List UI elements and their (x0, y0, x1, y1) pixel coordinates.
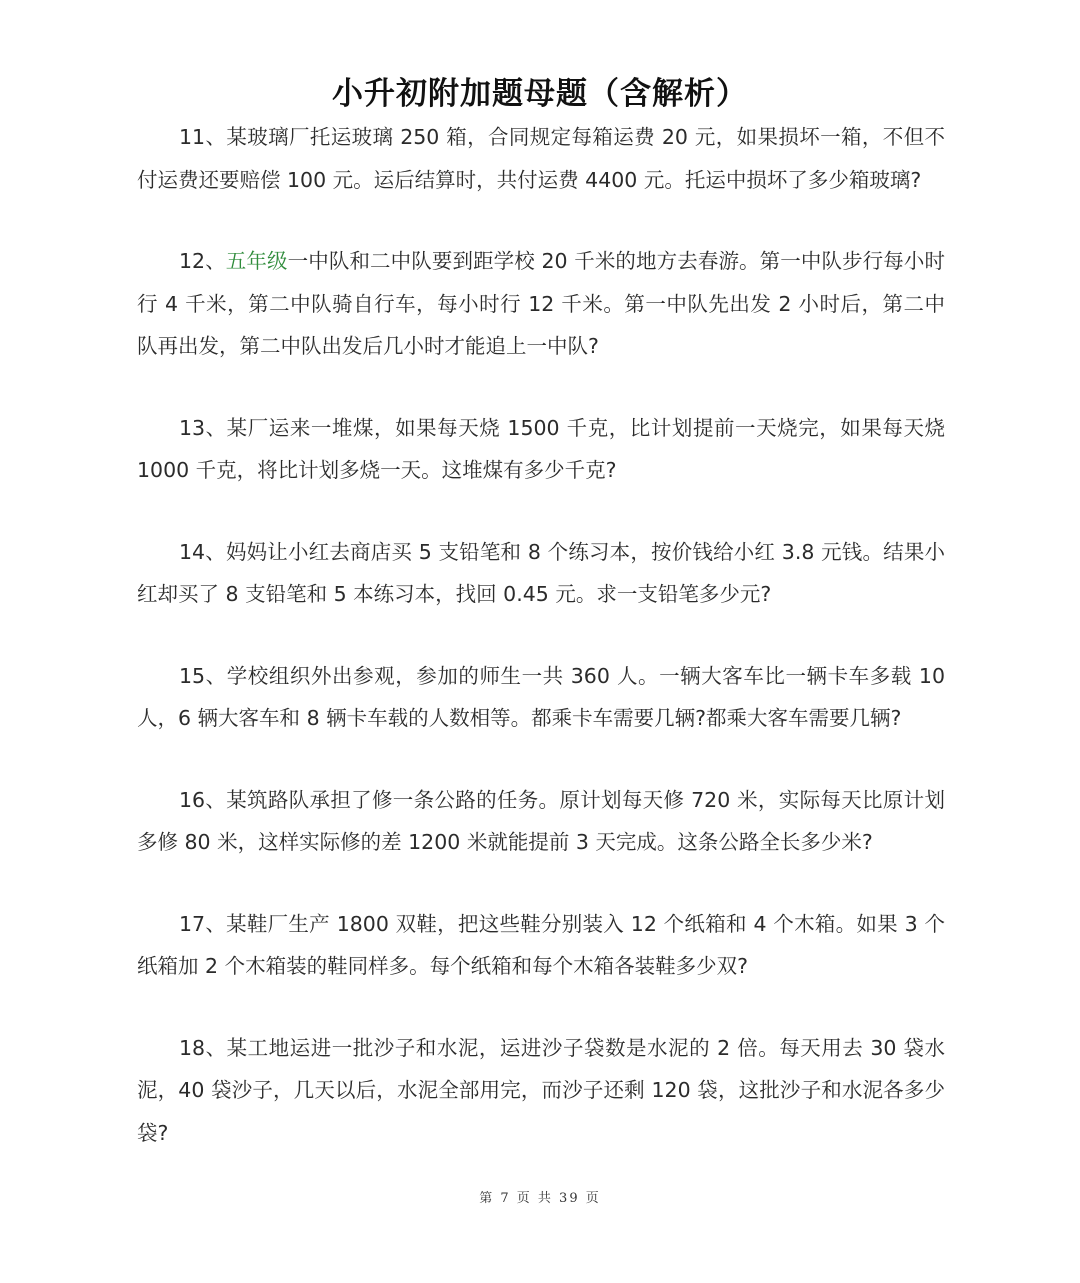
question-list (137, 116, 945, 1193)
question-12 (137, 240, 945, 368)
question-16: 16、某筑路队承担了修一条公路的任务。原计划每天修 720 米，实际每天比原计划多修 80 米，这样实际修的差 1200 米就能提前 3 天完成。这条公路全长多少米? (137, 787, 945, 854)
question-17: 17、某鞋厂生产 1800 双鞋，把这些鞋分别装入 12 个纸箱和 4 个木箱。如果 3 个纸箱加 2 个木箱装的鞋同样多。每个纸箱和每个木箱各装鞋多少双? (137, 911, 945, 978)
question-13: 13、某厂运来一堆煤，如果每天烧 1500 千克，比计划提前一天烧完，如果每天烧 1000 千克，将比计划多烧一天。这堆煤有多少千克? (137, 415, 945, 482)
page-title: 小升初附加题母题（含解析） (332, 76, 748, 112)
question-12-number: 12、 (179, 249, 226, 273)
question-15: 15、学校组织外出参观，参加的师生一共 360 人。一辆大客车比一辆卡车多载 10 人，6 辆大客车和 8 辆卡车载的人数相等。都乘卡车需要几辆?都乘大客车需要几辆? (137, 663, 945, 730)
grade-link[interactable]: 五年级 (225, 249, 288, 273)
page-footer: 第 7 页 共 39 页 (479, 1191, 601, 1206)
question-12-body: 一中队和二中队要到距学校 20 千米的地方去春游。第一中队步行每小时行 4 千米，第二中队骑自行车，每小时行 12 千米。第一中队先出发 2 小时后，第二中队再出发，第二中队出发后几小时才能追上一中队? (137, 249, 945, 358)
question-18: 18、某工地运进一批沙子和水泥，运进沙子袋数是水泥的 2 倍。每天用去 30 袋水泥，40 袋沙子，几天以后，水泥全部用完，而沙子还剩 120 袋，这批沙子和水泥各多少袋? (137, 1035, 945, 1145)
question-11: 11、某玻璃厂托运玻璃 250 箱，合同规定每箱运费 20 元，如果损坏一箱，不但不付运费还要赔偿 100 元。运后结算时，共付运费 4400 元。托运中损坏了多少箱玻璃? (137, 125, 945, 192)
question-14: 14、妈妈让小红去商店买 5 支铅笔和 8 个练习本，按价钱给小红 3.8 元钱。结果小红却买了 8 支铅笔和 5 本练习本，找回 0.45 元。求一支铅笔多少元? (137, 539, 945, 606)
